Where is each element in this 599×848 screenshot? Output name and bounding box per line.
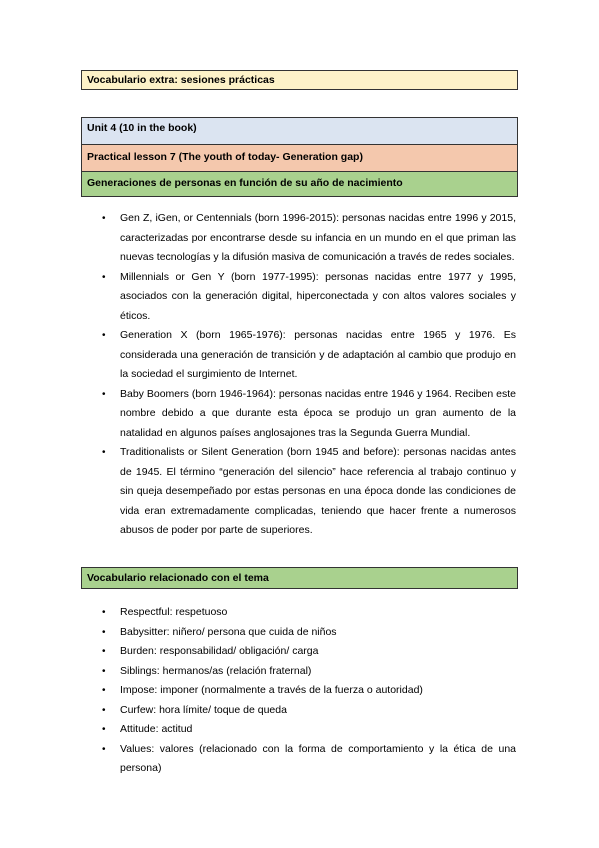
list-item-text: Generation X (born 1965-1976): personas nacidas entre 1965 y 1976. Es considerada una generación de transición y de adaptación al cambio que produjo en la sociedad el surgimiento de Internet. [120, 329, 516, 380]
bullet-icon: • [102, 388, 106, 400]
bullet-icon: • [102, 685, 106, 696]
bullet-icon: • [102, 626, 106, 638]
practical-lesson-heading: Practical lesson 7 (The youth of today- Generation gap) [81, 144, 518, 172]
vocabulary-section-heading: Vocabulario relacionado con el tema [81, 567, 518, 589]
list-item [102, 209, 516, 268]
bullet-icon: • [102, 447, 106, 458]
list-item [102, 603, 516, 623]
bullet-icon: • [102, 607, 106, 618]
bullet-icon: • [102, 213, 106, 224]
list-item-text: Values: valores (relacionado con la forma de comportamiento y la ética de una persona) [120, 742, 516, 774]
list-item [102, 443, 516, 541]
bullet-icon: • [102, 665, 106, 677]
bullet-icon: • [102, 646, 106, 657]
list-item-text: Babysitter: niñero/ persona que cuida de niños [120, 625, 337, 638]
list-item [102, 720, 516, 740]
list-item [102, 623, 516, 643]
list-item-text: Millennials or Gen Y (born 1977-1995): personas nacidas entre 1977 y 1995, asociados con la generación digital, hiperconectada y con altos valores sociales y éticos. [120, 270, 516, 322]
bullet-icon: • [102, 724, 106, 735]
unit-heading: Unit 4 (10 in the book) [81, 117, 518, 145]
list-item [102, 701, 516, 721]
bullet-icon: • [102, 704, 106, 716]
vocabulary-list [102, 603, 516, 779]
page-title: Vocabulario extra: sesiones prácticas [81, 70, 518, 90]
list-item-text: Baby Boomers (born 1946-1964): personas nacidas entre 1946 y 1964. Reciben este nombre debido a que durante esta época se produjo un gran aumento de la natalidad en algunos países anglosajones tras la Segunda Guerra Mundial. [120, 387, 516, 439]
list-item-text: Curfew: hora límite/ toque de queda [120, 703, 287, 716]
list-item [102, 642, 516, 662]
list-item-text: Gen Z, iGen, or Centennials (born 1996-2015): personas nacidas entre 1996 y 2015, caracterizadas por encontrarse desde su infancia en un mundo en el que priman las nuevas tecnologías y la difusión masiva de comunicación a través de redes sociales. [120, 212, 516, 263]
list-item-text: Traditionalists or Silent Generation (born 1945 and before): personas nacidas antes de 1945. El término “generación del silencio” hace referencia al trabajo continuo y sin queja desempeñado por estas personas en una época donde las condiciones de vida eran extremadamente complicadas, teniendo que hacer frente a numerosos abusos de poder por parte de superiores. [120, 446, 516, 536]
list-item-text: Attitude: actitud [120, 723, 193, 735]
list-item [102, 662, 516, 682]
list-item-text: Impose: imponer (normalmente a través de la fuerza o autoridad) [120, 684, 423, 696]
bullet-icon: • [102, 743, 106, 755]
generations-list [102, 209, 516, 541]
list-item [102, 385, 516, 444]
list-item [102, 326, 516, 385]
list-item [102, 268, 516, 327]
list-item [102, 740, 516, 779]
bullet-icon: • [102, 271, 106, 283]
list-item-text: Respectful: respetuoso [120, 606, 228, 618]
list-item [102, 681, 516, 701]
generations-section-heading: Generaciones de personas en función de su año de nacimiento [81, 171, 518, 197]
bullet-icon: • [102, 330, 106, 341]
list-item-text: Burden: responsabilidad/ obligación/ carga [120, 645, 319, 657]
list-item-text: Siblings: hermanos/as (relación fraternal) [120, 664, 312, 677]
